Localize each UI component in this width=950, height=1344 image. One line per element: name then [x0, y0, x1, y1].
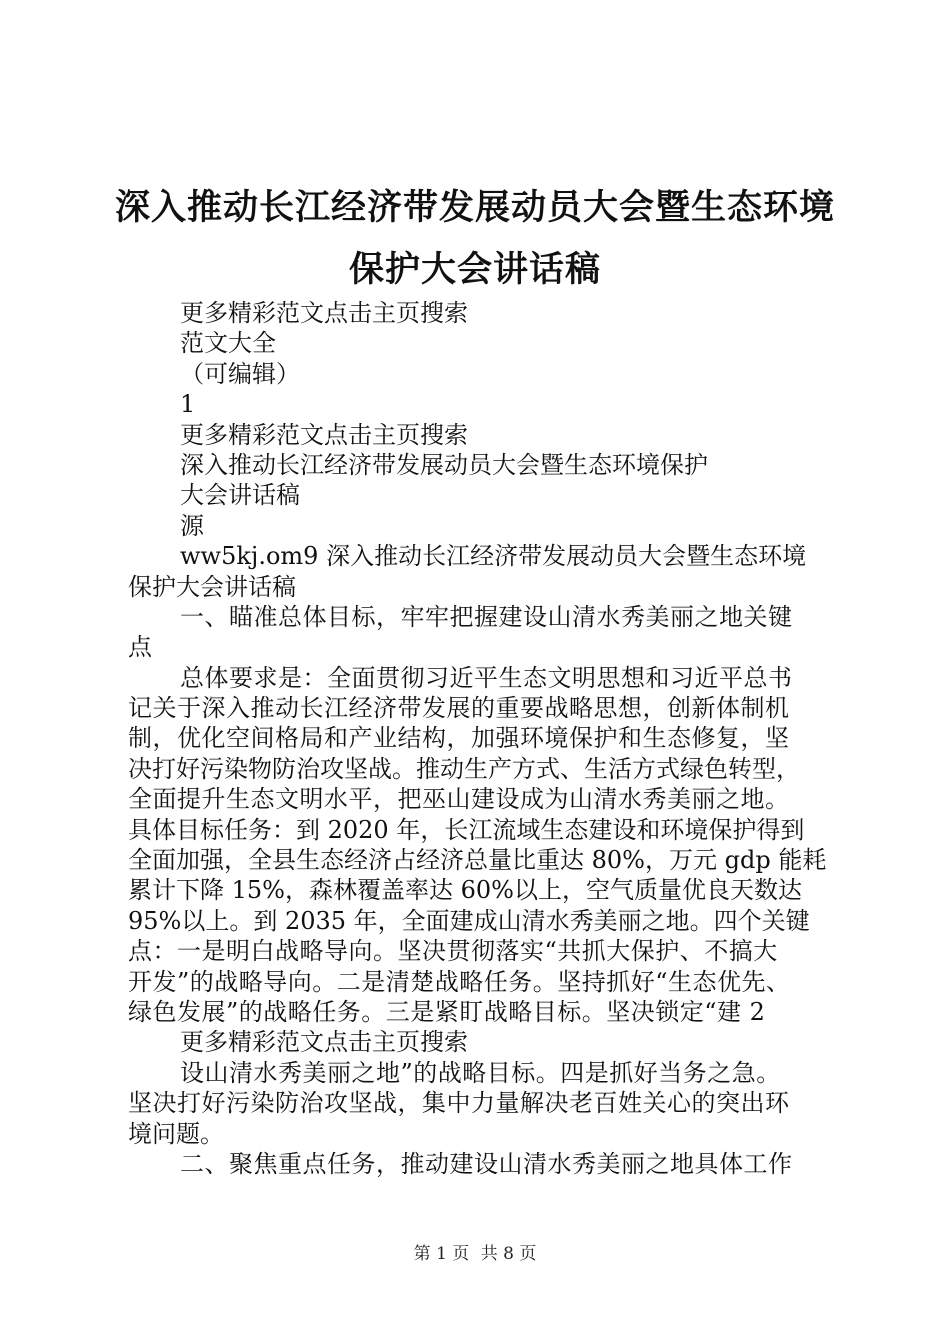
- paragraph-line: 绿色发展”的战略任务。三是紧盯战略目标。坚决锁定“建 2: [128, 997, 766, 1026]
- document-body: [128, 298, 828, 1179]
- source-text-line: 保护大会讲话稿: [128, 572, 296, 601]
- subtitle-line: 大会讲话稿: [180, 481, 300, 510]
- section-heading: 点: [128, 633, 152, 662]
- document-title-line-1: 深入推动长江经济带发展动员大会暨生态环境: [114, 188, 835, 228]
- page-total: 共 8 页: [480, 1244, 537, 1264]
- header-link-text: 更多精彩范文点击主页搜索: [180, 420, 468, 449]
- paragraph-line: 全面提升生态文明水平，把巫山建设成为山清水秀美丽之地。: [128, 785, 790, 814]
- page-number: 第 1 页: [413, 1244, 470, 1264]
- header-link-text: 更多精彩范文点击主页搜索: [180, 1028, 468, 1057]
- paragraph-line: 点：一是明白战略导向。坚决贯彻落实“共抓大保护、不搞大: [128, 937, 778, 966]
- paragraph-line: 决打好污染物防治攻坚战。推动生产方式、生活方式绿色转型，: [128, 754, 800, 783]
- paragraph-line: 总体要求是：全面贯彻习近平生态文明思想和习近平总书: [180, 663, 793, 692]
- paragraph-line: 累计下降 15%，森林覆盖率达 60%以上，空气质量优良天数达: [128, 876, 802, 905]
- editable-note: （可编辑）: [180, 359, 300, 388]
- paragraph-line: 95%以上。到 2035 年，全面建成山清水秀美丽之地。四个关键: [128, 906, 810, 935]
- paragraph-line: 境问题。: [128, 1119, 224, 1148]
- header-link-text: 更多精彩范文点击主页搜索: [180, 299, 468, 327]
- paragraph-line: 记关于深入推动长江经济带发展的重要战略思想，创新体制机: [128, 694, 790, 723]
- paragraph-line: 坚决打好污染防治攻坚战，集中力量解决老百姓关心的突出环: [128, 1089, 790, 1118]
- document-title-line-2: 保护大会讲话稿: [348, 250, 601, 290]
- paragraph-line: 开发”的战略导向。二是清楚战略任务。坚持抓好“生态优先、: [128, 967, 791, 996]
- paragraph-line: 具体目标任务：到 2020 年，长江流域生态建设和环境保护得到: [128, 815, 805, 844]
- header-category-text: 范文大全: [180, 329, 276, 358]
- page-marker: 1: [180, 390, 196, 419]
- section-heading: 二、聚焦重点任务，推动建设山清水秀美丽之地具体工作: [180, 1149, 793, 1178]
- source-label: 源: [180, 511, 204, 540]
- section-heading: 一、瞄准总体目标，牢牢把握建设山清水秀美丽之地关键: [180, 602, 793, 631]
- subtitle-line: 深入推动长江经济带发展动员大会暨生态环境保护: [180, 450, 708, 479]
- paragraph-line: 设山清水秀美丽之地”的战略目标。四是抓好当务之急。: [180, 1058, 781, 1087]
- source-text-line: ww5kj.om9 深入推动长江经济带发展动员大会暨生态环境: [180, 542, 807, 571]
- page-footer: [0, 1242, 950, 1266]
- paragraph-line: 制，优化空间格局和产业结构，加强环境保护和生态修复，坚: [128, 724, 790, 753]
- paragraph-line: 全面加强，全县生态经济占经济总量比重达 80%，万元 gdp 能耗: [128, 846, 827, 875]
